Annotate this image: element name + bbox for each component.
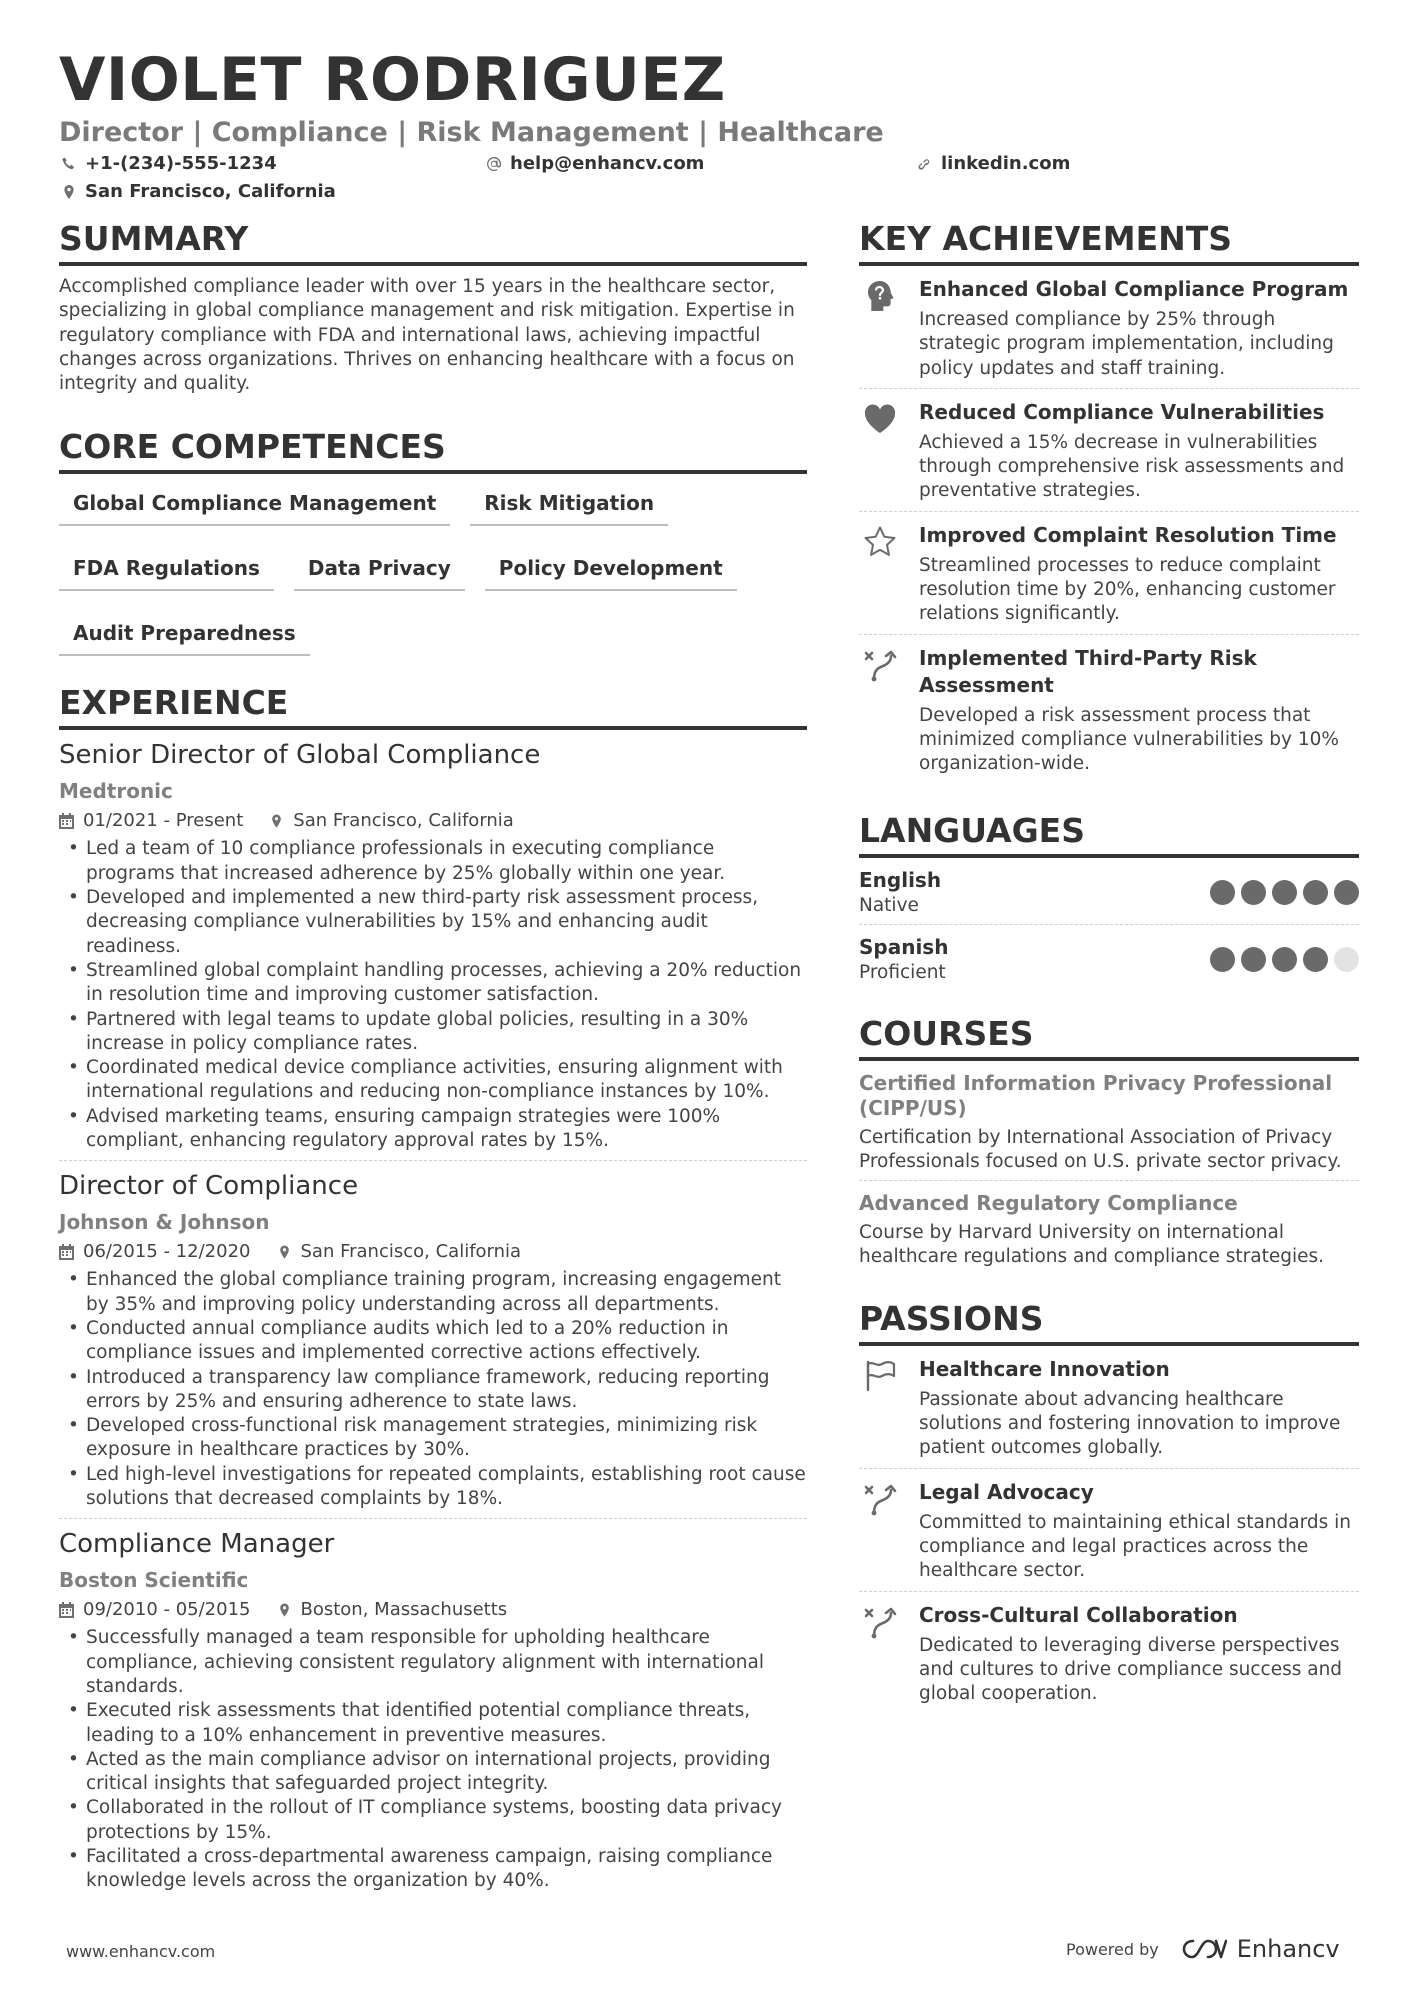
calendar-icon	[59, 1602, 74, 1618]
achievement-desc: Streamlined processes to reduce complaint resolution time by 20%, enhancing customer relations significantly.	[919, 554, 1336, 625]
language-info	[859, 935, 948, 985]
language-item	[859, 925, 1359, 991]
achievement-item	[859, 389, 1359, 512]
rating-dot-filled	[1241, 947, 1266, 972]
rating-dot-filled	[1303, 880, 1328, 905]
job-meta	[59, 1598, 807, 1622]
competences-heading: CORE COMPETENCES	[59, 426, 807, 474]
job-bullet: • Coordinated medical device compliance activities, ensuring alignment with international regulations and reducing non-compliance instances by 10%.	[59, 1056, 807, 1105]
achievement-body	[919, 276, 1359, 381]
star-icon	[862, 524, 898, 560]
job-bullet: • Successfully managed a team responsible for upholding healthcare compliance, achieving consistent regulatory alignment with international standards.	[59, 1626, 807, 1699]
job-bullet: • Executed risk assessments that identified potential compliance threats, leading to a 10% enhancement in preventive measures.	[59, 1699, 807, 1748]
achievement-body	[919, 522, 1359, 627]
right-column	[859, 218, 1359, 1713]
job-dates	[59, 809, 243, 833]
job-bullet: • Led high-level investigations for repeated complaints, establishing root cause solutions that decreased complaints by 18%.	[59, 1463, 807, 1512]
job-bullets	[59, 1626, 807, 1893]
competences-section	[59, 426, 807, 656]
competences-list	[59, 485, 807, 656]
passion-title: Legal Advocacy	[919, 1479, 1094, 1504]
at-icon	[486, 156, 502, 172]
job-title: Senior Director of Global Compliance	[59, 740, 541, 771]
job-location	[277, 1240, 522, 1264]
job-bullets	[59, 1268, 807, 1511]
location-pin-icon	[277, 1602, 292, 1618]
job-bullet: • Streamlined global complaint handling processes, achieving a 20% reduction in resolution time and improving customer satisfaction.	[59, 959, 807, 1008]
passion-desc: Committed to maintaining ethical standards in compliance and legal practices across the healthcare sector.	[919, 1511, 1352, 1582]
achievement-body	[919, 399, 1359, 504]
job-title: Director of Compliance	[59, 1171, 359, 1202]
passion-item	[859, 1469, 1359, 1592]
passion-desc: Passionate about advancing healthcare solutions and fostering innovation to improve patient outcomes globally.	[919, 1388, 1341, 1459]
job-bullets	[59, 837, 807, 1153]
summary-heading: SUMMARY	[59, 218, 807, 266]
competence-tag: Audit Preparedness	[59, 615, 310, 656]
achievement-desc: Achieved a 15% decrease in vulnerabilities through comprehensive risk assessments and preventative strategies.	[919, 431, 1345, 502]
left-column	[59, 218, 807, 1909]
location-pin-icon	[61, 184, 77, 200]
head-icon	[862, 278, 898, 314]
summary-section	[59, 218, 807, 396]
route-icon	[862, 647, 898, 683]
job-meta	[59, 1240, 807, 1264]
resume-header	[59, 45, 1359, 207]
rating-dot-filled	[1334, 880, 1359, 905]
job-bullet: • Facilitated a cross-departmental awareness campaign, raising compliance knowledge levels across the organization by 40%.	[59, 1845, 807, 1894]
job-bullet: • Acted as the main compliance advisor on international projects, providing critical insights that safeguarded project integrity.	[59, 1748, 807, 1797]
job-dates-text: 01/2021 - Present	[83, 810, 244, 832]
contact-row-1	[59, 153, 1359, 179]
contact-location	[61, 181, 336, 202]
rating-dot-filled	[1272, 947, 1297, 972]
passions-section	[859, 1298, 1359, 1714]
contact-email-text: help@enhancv.com	[510, 153, 705, 174]
passions-heading: PASSIONS	[859, 1298, 1359, 1346]
achievement-icon-wrap	[859, 645, 901, 777]
route-icon	[862, 1481, 898, 1517]
achievement-icon-wrap	[859, 399, 901, 504]
languages-heading: LANGUAGES	[859, 810, 1359, 858]
calendar-icon	[59, 813, 74, 829]
location-pin-icon	[277, 1244, 292, 1260]
job-bullet: • Developed cross-functional risk management strategies, minimizing risk exposure in healthcare practices by 30%.	[59, 1414, 807, 1463]
achievement-desc: Developed a risk assessment process that minimized compliance vulnerabilities by 10% organization-wide.	[919, 704, 1339, 775]
contact-website[interactable]	[917, 153, 1070, 174]
course-item	[859, 1181, 1359, 1276]
experience-section	[59, 682, 807, 1900]
rating-dot-empty	[1334, 947, 1359, 972]
enhancv-logo-icon	[1181, 1937, 1227, 1961]
job-entry	[59, 1169, 807, 1519]
contact-website-text: linkedin.com	[941, 153, 1071, 174]
language-rating	[1210, 880, 1359, 905]
achievement-item	[859, 266, 1359, 389]
candidate-name: VIOLET RODRIGUEZ	[59, 45, 726, 115]
languages-section	[859, 810, 1359, 991]
courses-section	[859, 1013, 1359, 1276]
passion-title: Healthcare Innovation	[919, 1356, 1170, 1381]
heart-icon	[862, 401, 898, 437]
contact-email[interactable]	[486, 153, 704, 174]
passion-body	[919, 1479, 1359, 1584]
rating-dot-filled	[1241, 880, 1266, 905]
passion-title: Cross-Cultural Collaboration	[919, 1602, 1238, 1627]
job-bullet: • Advised marketing teams, ensuring campaign strategies were 100% compliant, enhancing regulatory approval rates by 15%.	[59, 1105, 807, 1154]
footer-website[interactable]: www.enhancv.com	[66, 1942, 216, 1961]
language-info	[859, 868, 941, 918]
job-bullet: • Partnered with legal teams to update global policies, resulting in a 30% increase in policy compliance rates.	[59, 1008, 807, 1057]
summary-text: Accomplished compliance leader with over 15 years in the healthcare sector, specializing in global compliance management and risk mitigation. Expertise in regulatory compliance with FDA and international laws, achieving impactful changes across organizations. Thrives on enhancing healthcare with a focus on integrity and quality.	[59, 276, 795, 395]
contact-phone[interactable]	[61, 153, 277, 174]
candidate-headline: Director | Compliance | Risk Management | Healthcare	[59, 117, 884, 148]
rating-dot-filled	[1210, 947, 1235, 972]
achievement-body	[919, 645, 1359, 777]
experience-heading: EXPERIENCE	[59, 682, 807, 730]
link-icon	[917, 156, 933, 172]
achievement-title: Improved Complaint Resolution Time	[919, 522, 1337, 547]
job-dates	[59, 1240, 251, 1264]
course-desc: Course by Harvard University on international healthcare regulations and compliance strategies.	[859, 1222, 1324, 1268]
job-title: Compliance Manager	[59, 1529, 335, 1560]
competence-tag: Data Privacy	[294, 550, 465, 591]
achievement-title: Implemented Third-Party Risk Assessment	[919, 645, 1257, 697]
passion-icon-wrap	[859, 1479, 901, 1584]
achievement-title: Enhanced Global Compliance Program	[919, 277, 1349, 301]
job-location-text: San Francisco, California	[293, 810, 514, 832]
passion-desc: Dedicated to leveraging diverse perspectives and cultures to drive compliance success and global cooperation.	[919, 1634, 1343, 1705]
phone-icon	[61, 156, 77, 172]
job-location-text: San Francisco, California	[300, 1241, 522, 1263]
achievement-desc: Increased compliance by 25% through strategic program implementation, including policy updates and staff training.	[919, 309, 1334, 379]
competence-tag: Policy Development	[485, 550, 737, 591]
course-title: Certified Information Privacy Professional (CIPP/US)	[859, 1070, 1333, 1120]
language-level: Native	[859, 894, 919, 916]
rating-dot-filled	[1210, 880, 1235, 905]
job-bullet: • Conducted annual compliance audits which led to a 20% reduction in compliance issues and implemented corrective actions effectively.	[59, 1317, 807, 1366]
contact-phone-text: +1-(234)-555-1234	[85, 153, 277, 174]
location-pin-icon	[269, 813, 284, 829]
flag-icon	[862, 1358, 898, 1394]
job-dates-text: 09/2010 - 05/2015	[83, 1599, 251, 1621]
contact-location-text: San Francisco, California	[85, 181, 336, 202]
rating-dot-filled	[1303, 947, 1328, 972]
powered-by-label: Powered by	[1066, 1939, 1159, 1959]
job-location	[269, 809, 514, 833]
language-name: Spanish	[859, 934, 949, 959]
achievement-icon-wrap	[859, 522, 901, 627]
job-location-text: Boston, Massachusetts	[300, 1599, 508, 1621]
passion-body	[919, 1356, 1359, 1461]
language-name: English	[859, 867, 942, 892]
job-dates-text: 06/2015 - 12/2020	[83, 1241, 251, 1263]
job-bullet: • Led a team of 10 compliance professionals in executing compliance programs that increased adherence by 25% globally within one year.	[59, 837, 807, 886]
achievement-title: Reduced Compliance Vulnerabilities	[919, 399, 1325, 424]
passion-item	[859, 1592, 1359, 1714]
job-bullet: • Introduced a transparency law compliance framework, reducing reporting errors by 25% and ensuring adherence to state laws.	[59, 1366, 807, 1415]
rating-dot-filled	[1272, 880, 1297, 905]
course-item	[859, 1061, 1359, 1182]
brand-name: Enhancv	[1236, 1935, 1340, 1963]
job-company: Medtronic	[59, 779, 173, 804]
course-title: Advanced Regulatory Compliance	[859, 1191, 1238, 1216]
job-entry	[59, 1527, 807, 1900]
job-company: Boston Scientific	[59, 1568, 249, 1593]
competence-tag: Risk Mitigation	[470, 485, 668, 526]
competence-tag: Global Compliance Management	[59, 485, 450, 526]
job-bullet: • Enhanced the global compliance training program, increasing engagement by 35% and improving policy understanding across all departments.	[59, 1268, 807, 1317]
contact-row-2	[59, 181, 1359, 207]
brand-logo[interactable]	[1181, 1935, 1340, 1963]
achievement-icon-wrap	[859, 276, 901, 381]
route-icon	[862, 1604, 898, 1640]
course-desc: Certification by International Association of Privacy Professionals focused on U.S. private sector privacy.	[859, 1126, 1342, 1172]
passion-body	[919, 1602, 1359, 1707]
job-entry	[59, 738, 807, 1161]
job-dates	[59, 1598, 251, 1622]
footer-branding	[1066, 1935, 1340, 1963]
language-level: Proficient	[859, 961, 946, 983]
job-bullet: • Developed and implemented a new third-party risk assessment process, decreasing compliance vulnerabilities by 15% and enhancing audit readiness.	[59, 886, 807, 959]
passion-item	[859, 1346, 1359, 1469]
courses-heading: COURSES	[859, 1013, 1359, 1061]
job-meta	[59, 809, 807, 833]
job-bullet: • Collaborated in the rollout of IT compliance systems, boosting data privacy protections by 15%.	[59, 1796, 807, 1845]
achievement-item	[859, 512, 1359, 635]
achievements-section	[859, 218, 1359, 784]
job-location	[277, 1598, 508, 1622]
passion-icon-wrap	[859, 1602, 901, 1707]
language-rating	[1210, 947, 1359, 972]
job-company: Johnson & Johnson	[59, 1210, 270, 1235]
achievement-item	[859, 635, 1359, 784]
achievements-heading: KEY ACHIEVEMENTS	[859, 218, 1359, 266]
competence-tag: FDA Regulations	[59, 550, 274, 591]
passion-icon-wrap	[859, 1356, 901, 1461]
calendar-icon	[59, 1244, 74, 1260]
language-item	[859, 858, 1359, 925]
